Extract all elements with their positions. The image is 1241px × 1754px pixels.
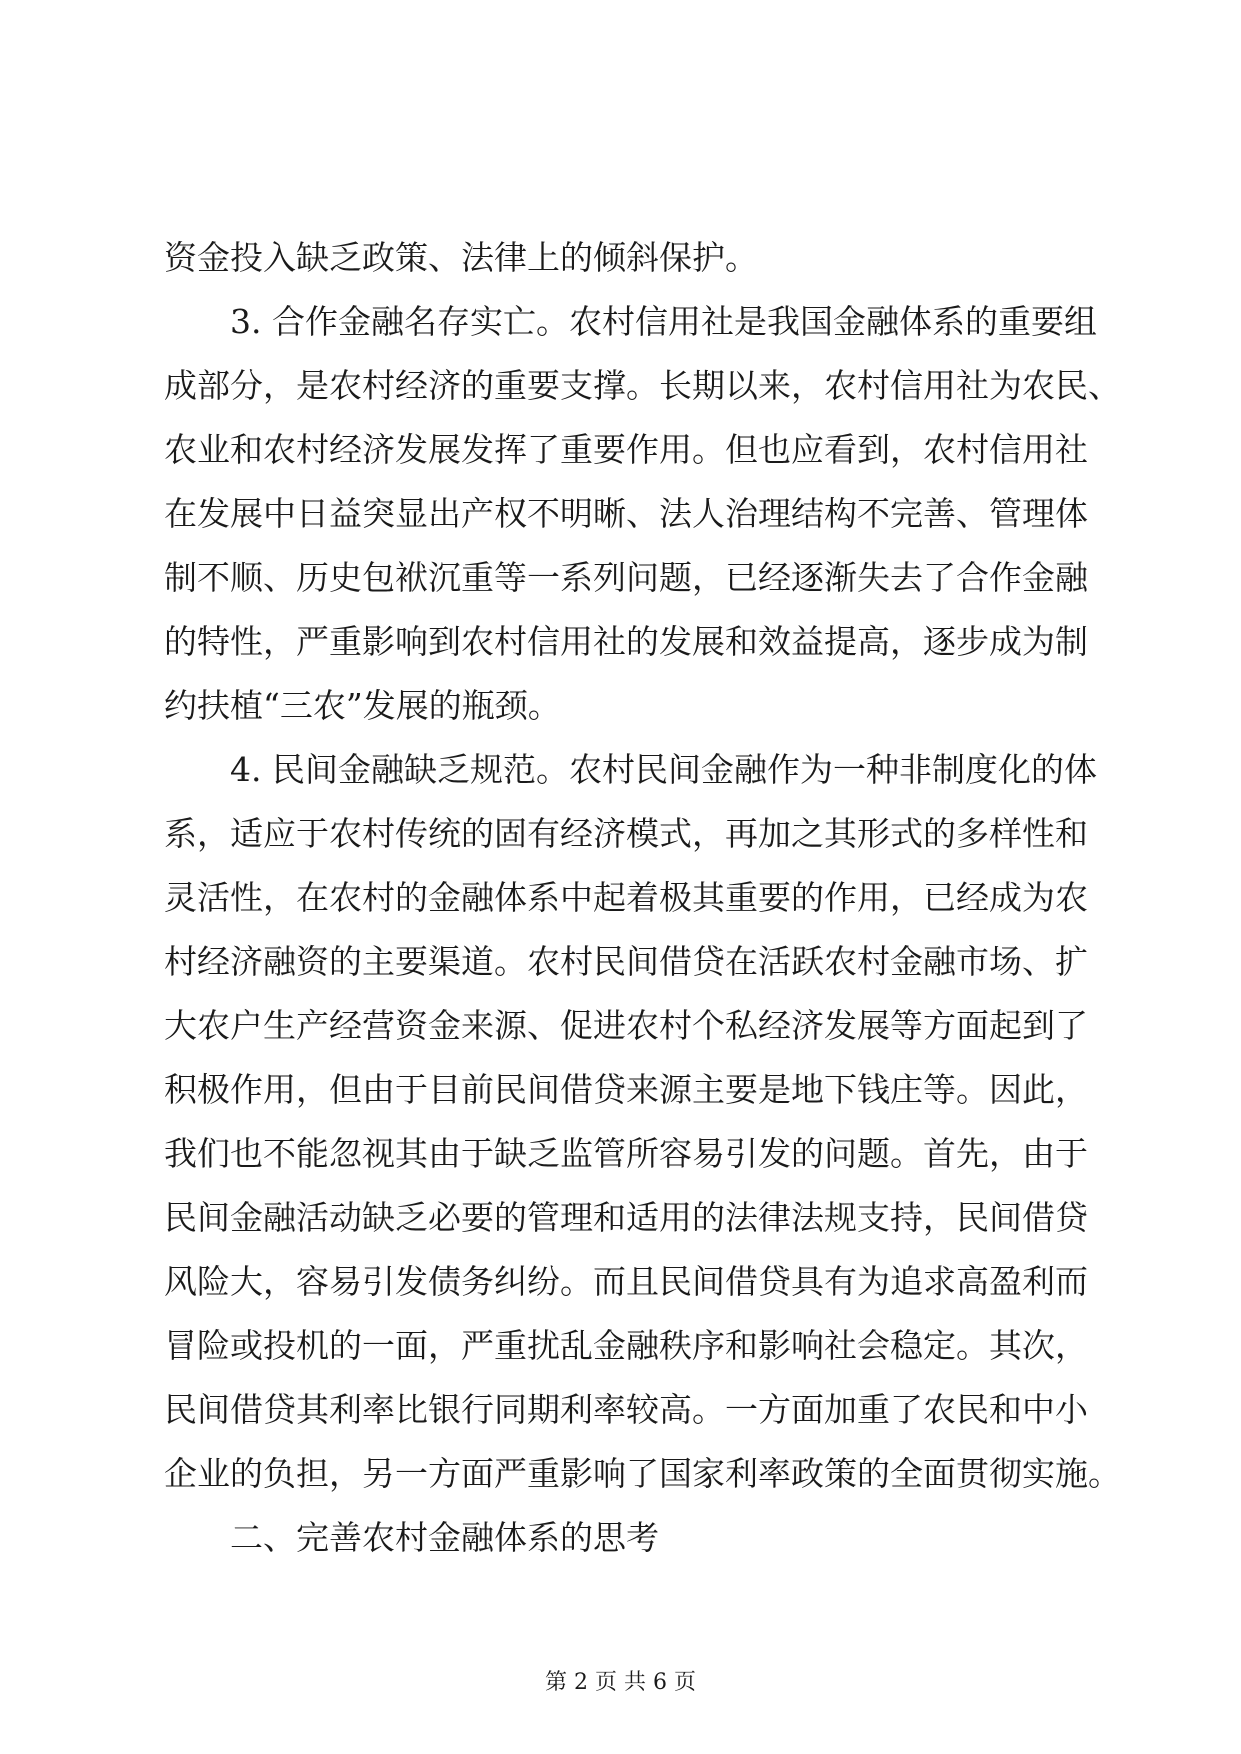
text-line: 的特性，严重影响到农村信用社的发展和效益提高，逐步成为制 [164,622,1088,661]
section-heading: 二、完善农村金融体系的思考 [230,1518,659,1557]
text-line: 村经济融资的主要渠道。农村民间借贷在活跃农村金融市场、扩 [164,942,1088,981]
text-line: 农业和农村经济发展发挥了重要作用。但也应看到，农村信用社 [164,430,1088,469]
text-line: 资金投入缺乏政策、法律上的倾斜保护。 [164,238,758,277]
text-line: 风险大，容易引发债务纠纷。而且民间借贷具有为追求高盈利而 [164,1262,1088,1301]
text-line: 制不顺、历史包袱沉重等一系列问题，已经逐渐失去了合作金融 [164,558,1088,597]
text-line: 民间金融活动缺乏必要的管理和适用的法律法规支持，民间借贷 [164,1198,1088,1237]
paragraph-3-start: 3. 合作金融名存实亡。农村信用社是我国金融体系的重要组 [230,302,1097,341]
text-line: 我们也不能忽视其由于缺乏监管所容易引发的问题。首先，由于 [164,1134,1088,1173]
text-line: 成部分，是农村经济的重要支撑。长期以来，农村信用社为农民、 [164,366,1121,405]
text-line: 民间借贷其利率比银行同期利率较高。一方面加重了农民和中小 [164,1390,1088,1429]
document-body [164,226,1121,1570]
text-line: 约扶植“三农”发展的瓶颈。 [164,686,561,725]
text-line: 积极作用，但由于目前民间借贷来源主要是地下钱庄等。因此， [164,1070,1088,1109]
text-line: 灵活性，在农村的金融体系中起着极其重要的作用，已经成为农 [164,878,1088,917]
page-number-footer: 第 2 页 共 6 页 [545,1670,696,1695]
text-line: 大农户生产经营资金来源、促进农村个私经济发展等方面起到了 [164,1006,1088,1045]
text-line: 系，适应于农村传统的固有经济模式，再加之其形式的多样性和 [164,814,1088,853]
paragraph-4-start: 4. 民间金融缺乏规范。农村民间金融作为一种非制度化的体 [230,750,1097,789]
text-line: 冒险或投机的一面，严重扰乱金融秩序和影响社会稳定。其次， [164,1326,1088,1365]
text-line: 企业的负担，另一方面严重影响了国家利率政策的全面贯彻实施。 [164,1454,1121,1493]
text-line: 在发展中日益突显出产权不明晰、法人治理结构不完善、管理体 [164,494,1088,533]
